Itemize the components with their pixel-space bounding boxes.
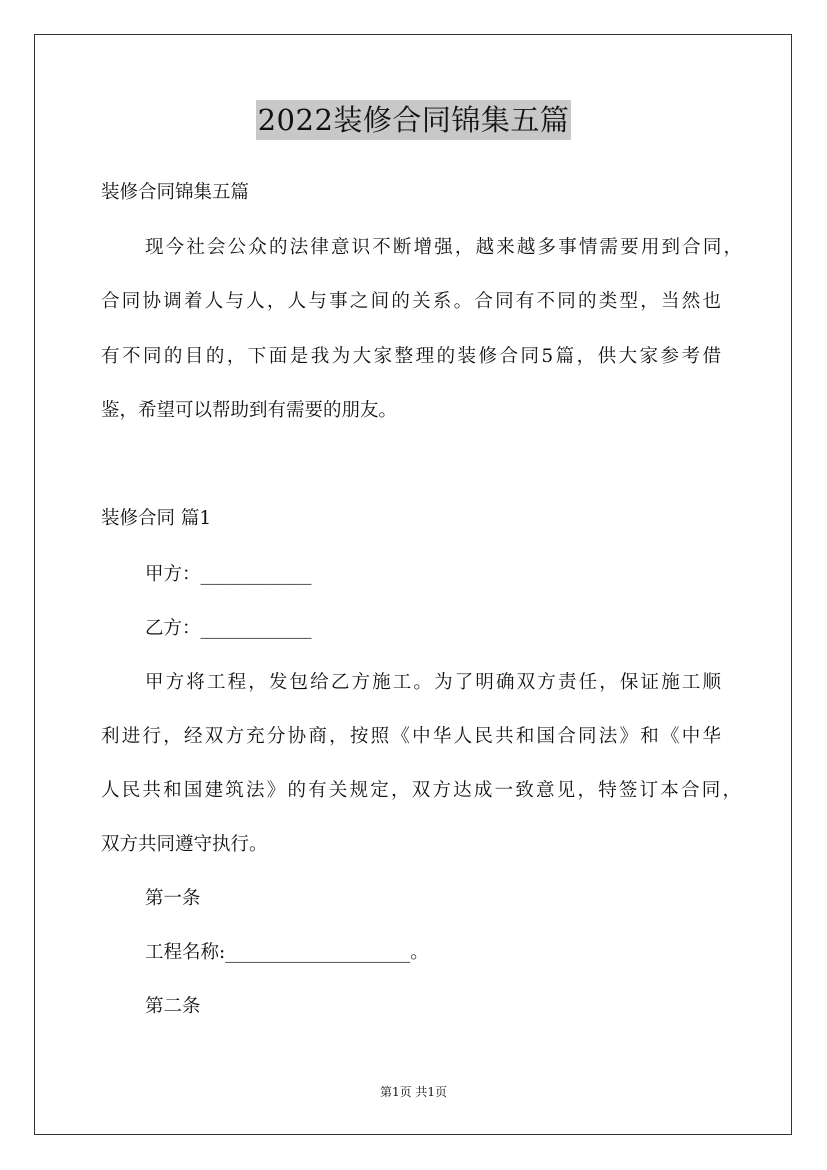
intro-line-1: 现今社会公众的法律意识不断增强，越来越多事情需要用到合同，	[145, 237, 742, 258]
page-number-footer: 第1页 共1页	[379, 1085, 448, 1099]
intro-line-3: 有不同的目的，下面是我为大家整理的装修合同5篇，供大家参考借	[101, 346, 721, 367]
party-b-field: 乙方：____________	[145, 618, 312, 639]
article-1-heading: 第一条	[145, 888, 201, 909]
body-line-2: 利进行，经双方充分协商，按照《中华人民共和国合同法》和《中华	[101, 726, 721, 747]
intro-line-2: 合同协调着人与人，人与事之间的关系。合同有不同的类型，当然也	[101, 291, 721, 312]
body-line-1: 甲方将工程，发包给乙方施工。为了明确双方责任，保证施工顺	[145, 672, 721, 693]
document-subtitle: 装修合同锦集五篇	[101, 182, 250, 203]
party-a-field: 甲方：____________	[145, 564, 312, 585]
document-title: 2022装修合同锦集五篇	[256, 100, 572, 140]
project-name-field: 工程名称:____________________。	[145, 942, 429, 963]
article-2-heading: 第二条	[145, 996, 201, 1017]
body-line-3: 人民共和国建筑法》的有关规定，双方达成一致意见，特签订本合同，	[101, 780, 741, 801]
body-line-4: 双方共同遵守执行。	[101, 834, 268, 855]
intro-line-4: 鉴，希望可以帮助到有需要的朋友。	[101, 400, 398, 421]
title-wrap	[0, 100, 827, 140]
section-heading: 装修合同 篇1	[101, 508, 212, 529]
